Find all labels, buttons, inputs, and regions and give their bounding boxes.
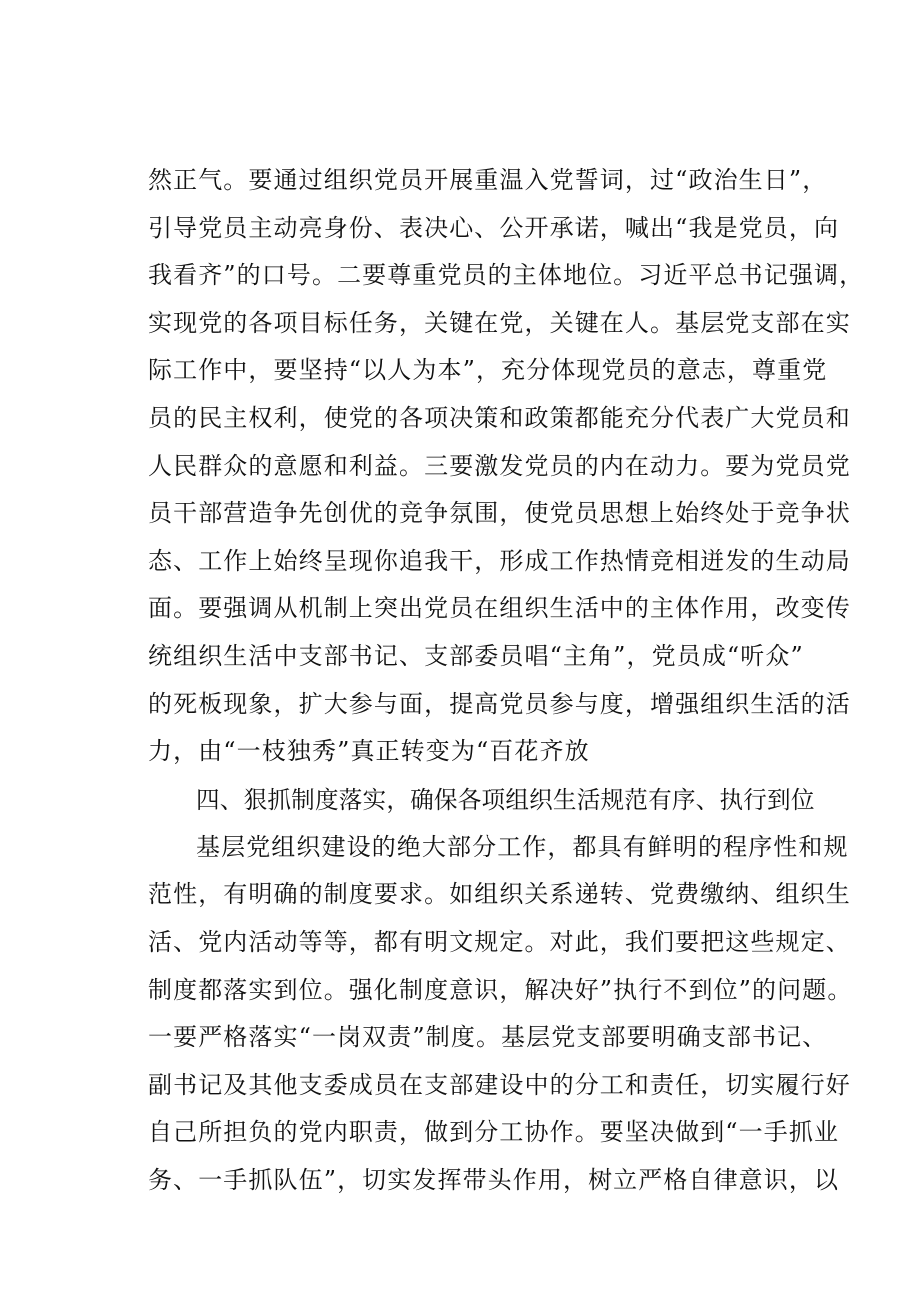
text-line: 自己所担负的党内职责，做到分工协作。要坚决做到“一手抓业 (148, 1118, 840, 1147)
text-line: 范性，有明确的制度要求。如组织关系递转、党费缴纳、组织生 (148, 880, 851, 909)
document-body (148, 157, 865, 1204)
text-line: 我看齐”的口号。二要尊重党员的主体地位。习近平总书记强调， (148, 261, 865, 290)
text-line: 的死板现象，扩大参与面，提高党员参与度，增强组织生活的活 (148, 689, 851, 718)
text-line: 务、一手抓队伍”，切实发挥带头作用，树立严格自律意识，以 (148, 1165, 840, 1194)
text-line: 基层党组织建设的绝大部分工作，都具有鲜明的程序性和规 (196, 832, 849, 861)
text-line: 人民群众的意愿和利益。三要激发党员的内在动力。要为党员党 (148, 451, 851, 480)
text-line: 实现党的各项目标任务，关键在党，关键在人。基层党支部在实 (148, 308, 851, 337)
text-line: 际工作中，要坚持“以人为本”，充分体现党员的意志，尊重党 (148, 356, 828, 385)
text-line: 引导党员主动亮身份、表决心、公开承诺，喊出“我是党员，向 (148, 213, 840, 242)
text-line: 副书记及其他支委成员在支部建设中的分工和责任，切实履行好 (148, 1070, 851, 1099)
text-line: 面。要强调从机制上突出党员在组织生活中的主体作用，改变传 (148, 594, 851, 623)
text-line: 一要严格落实“一岗双责”制度。基层党支部要明确支部书记、 (148, 1023, 828, 1052)
paragraph-2 (148, 824, 853, 1205)
text-line: 员的民主权利，使党的各项决策和政策都能充分代表广大党员和 (148, 403, 851, 432)
text-line: 态、工作上始终呈现你追我干，形成工作热情竞相迸发的生动局 (148, 546, 851, 575)
paragraph-1 (148, 157, 865, 776)
text-line: 活、党内活动等等，都有明文规定。对此，我们要把这些规定、 (148, 927, 851, 956)
text-line: 员干部营造争先创优的竞争氛围，使党员思想上始终处于竞争状 (148, 499, 851, 528)
text-line: 然正气。要通过组织党员开展重温入党誓词，过“政治生日”， (148, 166, 828, 194)
section-heading: 四、狠抓制度落实，确保各项组织生活规范有序、执行到位 (196, 785, 815, 814)
text-line: 统组织生活中支部书记、支部委员唱“主角”，党员成“听众” (148, 641, 804, 670)
text-line: 制度都落实到位。强化制度意识，解决好”执行不到位”的问题。 (148, 975, 853, 1004)
text-line: 力，由“一枝独秀”真正转变为“百花齐放 (148, 737, 590, 766)
